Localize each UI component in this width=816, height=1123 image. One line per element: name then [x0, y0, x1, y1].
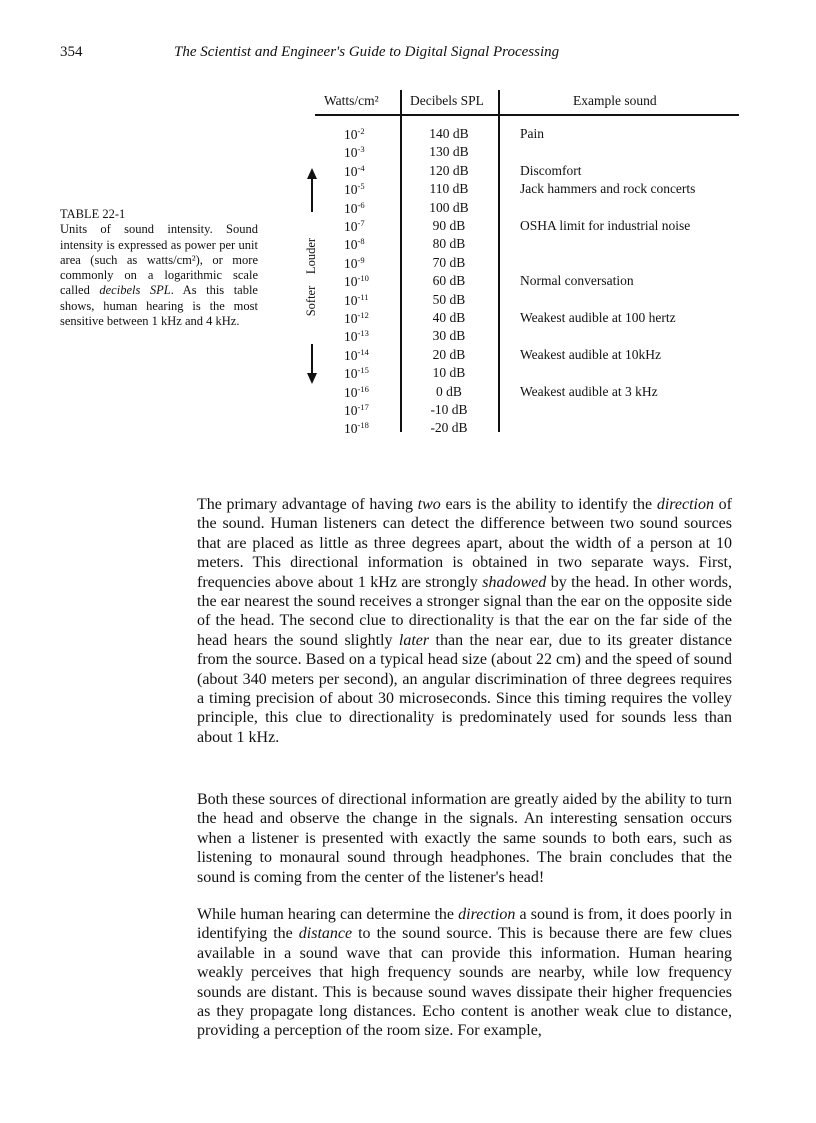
decibel-value: 20 dB — [432, 346, 466, 362]
decibel-value: 30 dB — [432, 328, 466, 344]
watts-value: $10^{-8}$ — [344, 236, 365, 253]
watts-value: $10^{-11}$ — [344, 291, 369, 308]
decibel-value: -10 dB — [430, 402, 468, 417]
watts-value: $10^{-6}$ — [344, 199, 365, 216]
arrow-down-icon — [304, 344, 320, 384]
decibel-value: 80 dB — [432, 236, 466, 252]
decibel-value: 120 dB — [429, 162, 469, 178]
watts-value: $10^{-3}$ — [344, 144, 365, 161]
decibel-value: 90 dB — [432, 218, 466, 233]
example-sound: Jack hammers and rock concerts — [520, 181, 696, 197]
table-header-decibels: Decibels SPL — [410, 93, 484, 108]
example-sound: Normal conversation — [520, 273, 634, 289]
example-sound: Weakest audible at 3 kHz — [520, 383, 658, 399]
decibel-value: 40 dB — [432, 310, 466, 325]
paragraph-1: The primary advantage of having two ears is the ability to identify the direction of the sound. Human listeners can detect the difference between two sound sources that are placed as little as three degrees apart, about the width of a person at 10 meters. This directional information is obtained in two separate ways. First, frequencies above about 1 kHz are strongly shadowed by the head. In other words, the ear nearest the sound receives a stronger signal than the ear on the opposite side of the head. The second clue to directionality is that the ear on the far side of the head hears the sound slightly later than the near ear, due to its greater distance from the source. Based on a typical head size (about 22 cm) and the speed of sound (about 340 meters per second), an angular discrimination of three degrees requires a timing precision of about 30 microseconds. Since this timing requires the volley principle, this clue to directionality is predominately used for sounds less than about 1 kHz. — [197, 496, 733, 746]
decibel-value: 140 dB — [429, 126, 469, 141]
table-column-divider-2 — [498, 90, 500, 432]
louder-label: Louder — [304, 237, 318, 275]
example-sound: Weakest audible at 100 hertz — [520, 310, 676, 325]
paragraph-3: While human hearing can determine the direction a sound is from, it does poorly in identifying the distance to the sound source. This is because there are few clues available in a sound wave that can provide this information. Human hearing weakly perceives that high frequency sounds are nearby, while low frequency sounds are distant. This is because sound waves dissipate their higher frequencies as they propagate long distances. Echo content is another weak clue to distance, providing a perception of the room size. For example, — [197, 906, 732, 1040]
watts-value: $10^{-4}$ — [344, 162, 365, 179]
decibel-value: 100 dB — [429, 199, 469, 215]
caption-body: Units of sound intensity. Sound intensity is expressed as power per unit area (such as watts/cm²), or more commonly on a logarithmic scale called decibels SPL. As this table shows, human hearing is the most sensitive between 1 kHz and 4 kHz. — [60, 222, 258, 329]
example-sound: Weakest audible at 10kHz — [520, 346, 661, 362]
decibel-value: 0 dB — [436, 383, 462, 399]
watts-value: $10^{-17}$ — [344, 402, 369, 418]
example-sound: Pain — [520, 126, 545, 141]
caption-label: TABLE 22-1 — [60, 207, 126, 221]
watts-value: $10^{-9}$ — [344, 254, 365, 271]
table-header-watts: Watts/cm² — [324, 93, 379, 108]
table-caption — [60, 207, 258, 329]
decibel-value: 60 dB — [432, 273, 466, 289]
watts-value: $10^{-13}$ — [344, 328, 369, 345]
example-sound: OSHA limit for industrial noise — [520, 218, 691, 233]
decibel-value: -20 dB — [430, 420, 468, 436]
watts-value: $10^{-14}$ — [344, 346, 369, 363]
watts-value: $10^{-15}$ — [344, 365, 369, 382]
decibel-value: 110 dB — [429, 181, 469, 197]
watts-value: $10^{-7}$ — [344, 218, 365, 234]
watts-value: $10^{-16}$ — [344, 383, 369, 400]
arrow-up-icon — [304, 168, 320, 212]
table-top-rule — [315, 114, 739, 116]
decibel-value: 70 dB — [432, 254, 466, 270]
example-sound: Discomfort — [520, 162, 582, 178]
running-header-title: The Scientist and Engineer's Guide to Digital Signal Processing — [174, 44, 560, 60]
decibel-value: 10 dB — [432, 365, 466, 381]
table-header-example: Example sound — [573, 93, 657, 108]
paragraph-2: Both these sources of directional information are greatly aided by the ability to turn the head and observe the change in the signals. An interesting sensation occurs when a listener is presented with exactly the same sounds to both ears, such as listening to monaural sound through headphones. The brain concludes that the sound is coming from the center of the listener's head! — [197, 791, 732, 886]
watts-value: $10^{-5}$ — [344, 181, 365, 198]
decibel-value: 130 dB — [429, 144, 469, 160]
watts-value: $10^{-10}$ — [344, 273, 369, 290]
watts-value: $10^{-12}$ — [344, 310, 369, 326]
watts-value: $10^{-18}$ — [344, 420, 369, 437]
page-number: 354 — [60, 44, 83, 60]
watts-value: $10^{-2}$ — [344, 126, 365, 142]
decibel-value: 50 dB — [432, 291, 466, 307]
softer-label: Softer — [304, 285, 318, 317]
